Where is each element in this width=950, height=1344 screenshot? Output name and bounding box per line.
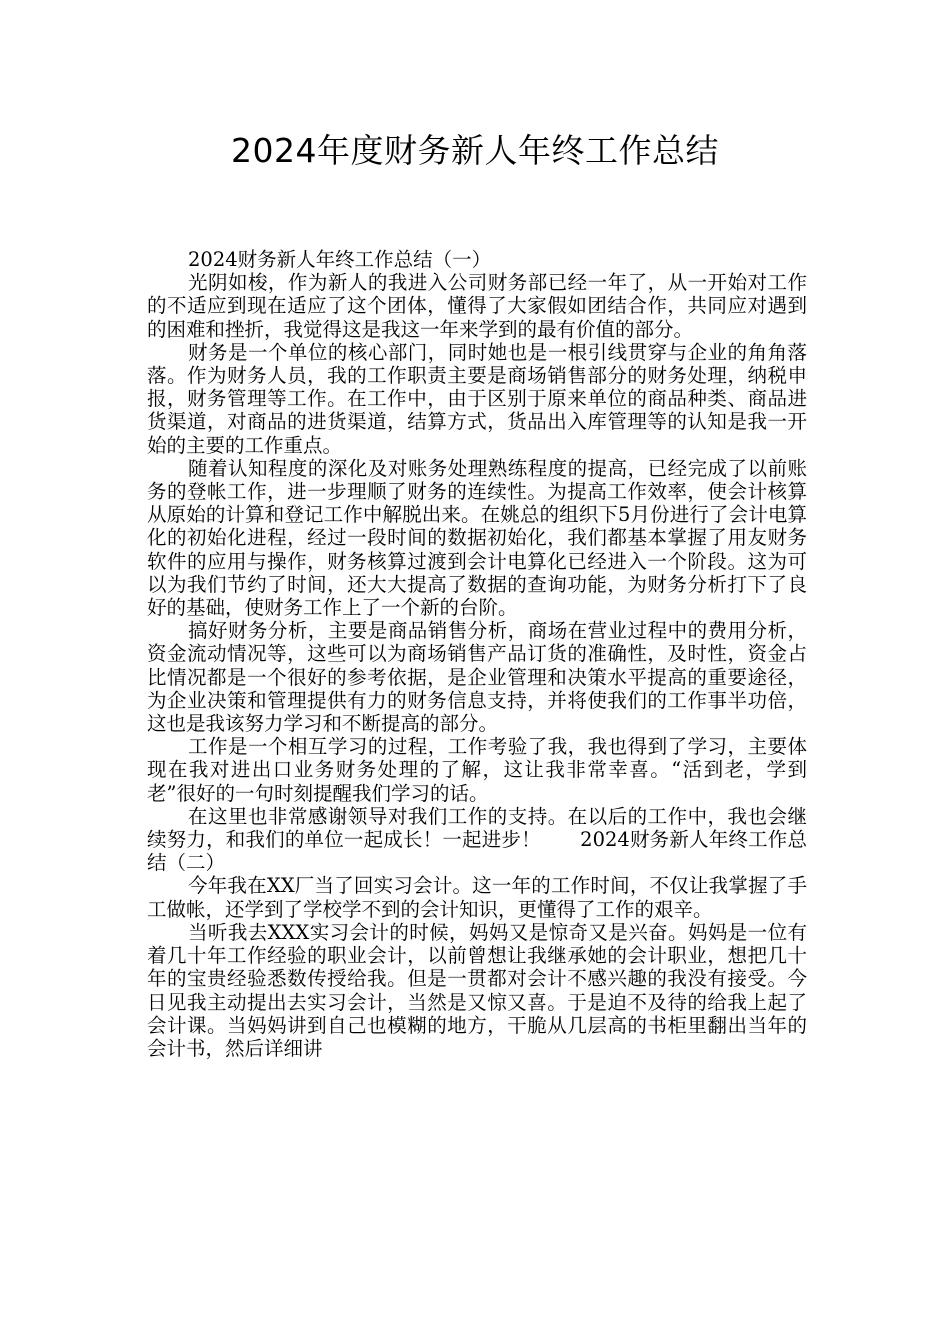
paragraph: 光阴如梭，作为新人的我进入公司财务部已经一年了，从一开始对工作的不适应到现在适应了这个团体，懂得了大家假如团结合作，共同应对遇到的困难和挫折，我觉得这是我这一年来学到的最有价值的部分。 xyxy=(147,271,807,341)
paragraph: 在这里也非常感谢领导对我们工作的支持。在以后的工作中，我也会继续努力，和我们的单位一起成长！一起进步！ 2024财务新人年终工作总结（二） xyxy=(147,804,807,875)
paragraph: 当听我去XXX实习会计的时候，妈妈又是惊奇又是兴奋。妈妈是一位有着几十年工作经验的职业会计，以前曾想让我继承她的会计职业，想把几十年的宝贵经验悉数传授给我。但是一贯都对会计不感兴趣的我没有接受。今日见我主动提出去实习会计，当然是又惊又喜。于是迫不及待的给我上起了会计课。当妈妈讲到自己也模糊的地方，干脆从几层高的书柜里翻出当年的会计书，然后详细讲 xyxy=(147,920,807,1060)
paragraph: 今年我在XX厂当了回实习会计。这一年的工作时间，不仅让我掌握了手工做帐，还学到了学校学不到的会计知识，更懂得了工作的艰辛。 xyxy=(147,874,807,921)
paragraph: 随着认知程度的深化及对账务处理熟练程度的提高，已经完成了以前账务的登帐工作，进一步理顺了财务的连续性。为提高工作效率，使会计核算从原始的计算和登记工作中解脱出来。在姚总的组织下5月份进行了会计电算化的初始化进程，经过一段时间的数据初始化，我们都基本掌握了用友财务软件的应用与操作，财务核算过渡到会计电算化已经进入一个阶段。这为可以为我们节约了时间，还大大提高了数据的查询功能，为财务分析打下了良好的基础，使财务工作上了一个新的台阶。 xyxy=(147,456,807,620)
paragraph: 搞好财务分析，主要是商品销售分析，商场在营业过程中的费用分析，资金流动情况等，这些可以为商场销售产品订货的准确性，及时性，资金占比情况都是一个很好的参考依据，是企业管理和决策水平提高的重要途径，为企业决策和管理提供有力的财务信息支持，并将使我们的工作事半功倍，这也是我该努力学习和不断提高的部分。 xyxy=(147,619,807,736)
document-title: 2024年度财务新人年终工作总结 xyxy=(231,131,719,170)
paragraph: 财务是一个单位的核心部门，同时她也是一根引线贯穿与企业的角角落落。作为财务人员，我的工作职责主要是商场销售部分的财务处理，纳税申报，财务管理等工作。在工作中，由于区别于原来单位的商品种类、商品进货渠道，对商品的进货渠道，结算方式，货品出入库管理等的认知是我一开始的主要的工作重点。 xyxy=(147,340,807,457)
document-body xyxy=(147,248,807,1060)
paragraph: 工作是一个相互学习的过程，工作考验了我，我也得到了学习，主要体现在我对进出口业务财务处理的了解，这让我非常幸喜。“活到老，学到老”很好的一句时刻提醒我们学习的话。 xyxy=(147,735,807,805)
section-heading: 2024财务新人年终工作总结（一） xyxy=(188,248,492,271)
